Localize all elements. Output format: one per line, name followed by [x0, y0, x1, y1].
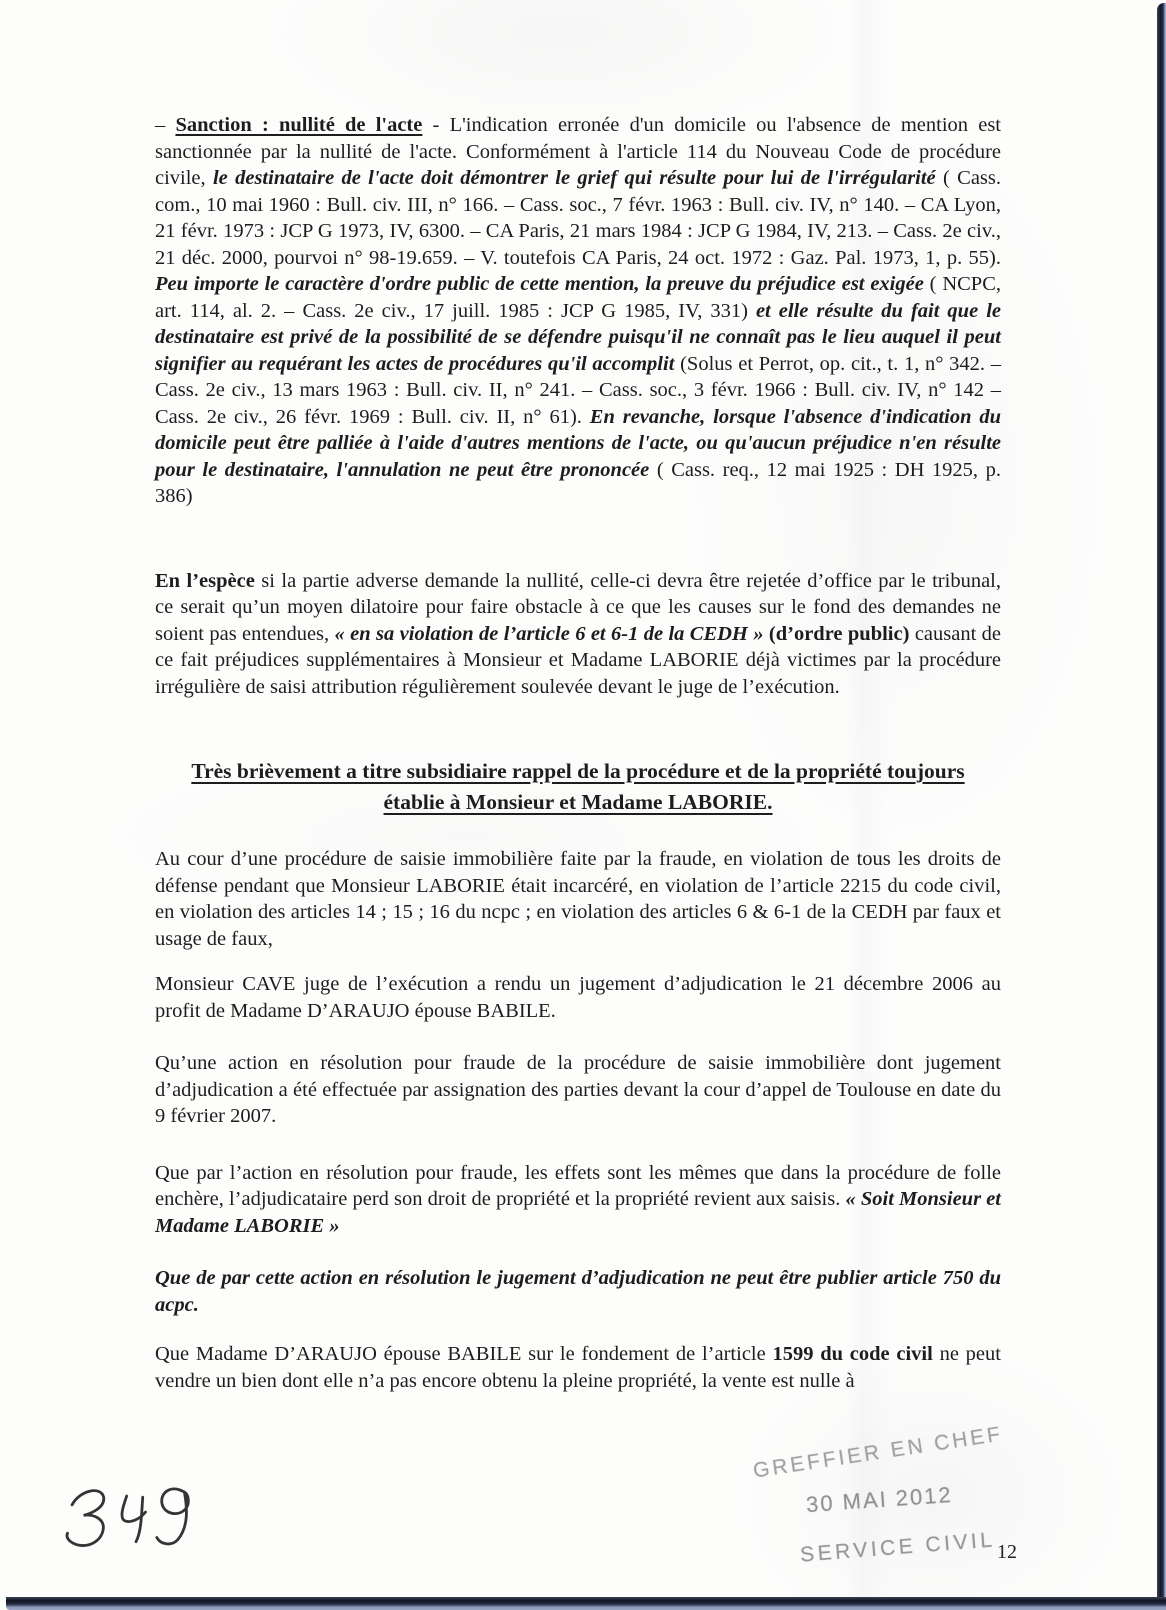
sanction-title: Sanction : nullité de l'acte: [175, 114, 423, 136]
section-heading-text: Très brièvement a titre subsidiaire rappel de la procédure et de la propriété toujours établie à Monsieur et Madame LABORIE.: [191, 759, 965, 814]
sanction-emphasis-3: et elle résulte du fait que le destinataire est privé de la possibilité de se défendre puisqu'il ne connaît pas le lieu auquel il peut signifier au requérant les actes de procédures qu'il accomplit: [155, 299, 1001, 375]
handwritten-digit-9: [154, 1488, 190, 1544]
espece-quote-cedh: « en sa violation de l’article 6 et 6-1 de la CEDH »: [334, 622, 764, 645]
handwritten-digit-3: [65, 1490, 106, 1546]
sanction-emphasis-1: le destinataire de l'acte doit démontrer le grief qui résulte pour lui de l'irrégularité: [212, 167, 936, 189]
stamp-service-civil: SERVICE CIVIL: [799, 1528, 997, 1567]
sanction-text-1: - L'indication erronée d'un domicile ou l'absence de mention est sanctionnée par la nullité de l'acte. Conformément à l'article 114 du Nouveau Code de procédure civile,: [155, 114, 1002, 189]
araujo-text-1: Que Madame D’ARAUJO épouse BABILE sur le fondement de l’article: [155, 1343, 773, 1365]
sanction-emphasis-2: Peu importe le caractère d'ordre public de cette mention, la preuve du préjudice est exigée: [155, 273, 924, 295]
araujo-text-2: ne peut vendre un bien dont elle n’a pas encore obtenu la pleine propriété, la vente est nulle à: [155, 1343, 1001, 1392]
stamp-greffier-en-chef: GREFFIER EN CHEF: [751, 1422, 1005, 1483]
handwritten-number: [48, 1472, 208, 1572]
paragraph-action-resolution: [155, 1050, 1001, 1130]
sanction-citations-4: ( Cass. req., 12 mai 1925 : DH 1925, p. 386): [155, 458, 1001, 507]
sanction-citations-3: (Solus et Perrot, op. cit., t. 1, n° 342. – Cass. 2e civ., 13 mars 1963 : Bull. civ. II, n° 241. – Cass. soc., 3 févr. 1966 : Bull. civ. IV, n° 142 – Cass. 2e civ., 26 févr. 1969 : Bull. civ. II, n° 61).: [155, 352, 1001, 428]
paragraph-cave: [155, 971, 1001, 1024]
page-shadow-bottom: [6, 1597, 1166, 1610]
publier-text: Que de par cette action en résolution le jugement d’adjudication ne peut être publier article 750 du acpc.: [155, 1267, 1001, 1316]
section-heading: [155, 756, 1001, 818]
espece-lead: En l’espèce: [155, 569, 255, 592]
list-dash: –: [155, 114, 176, 136]
au-cour-text: Au cour d’une procédure de saisie immobilière faite par la fraude, en violation de tous les droits de défense pendant que Monsieur LABORIE était incarcéré, en violation de l’article 2215 du code civil, en violation des articles 14 ; 15 ; 16 du ncpc ; en violation des articles 6 & 6-1 de la CEDH par faux et usage de faux,: [155, 848, 1001, 950]
effets-text: Que par l’action en résolution pour fraude, les effets sont les mêmes que dans la procédure de folle enchère, l’adjudicataire perd son droit de propriété et la propriété revient aux saisis.: [155, 1161, 1001, 1210]
handwritten-digit-4: [121, 1495, 147, 1542]
action-resolution-text: Qu’une action en résolution pour fraude de la procédure de saisie immobilière dont jugement d’adjudication a été effectuée par assignation des parties devant la cour d’appel de Toulouse en date du 9 février 2007.: [155, 1052, 1001, 1127]
paragraph-en-espece: [155, 568, 1001, 701]
page-shadow-right: [1157, 3, 1166, 1610]
araujo-article-1599: 1599 du code civil: [772, 1343, 933, 1365]
espece-text-1: si la partie adverse demande la nullité, celle-ci devra être rejetée d’office par le tribunal, ce serait qu’un moyen dilatoire pour faire obstacle à ce que les causes sur le fond des demandes ne soient pas entendues,: [155, 569, 1001, 645]
paragraph-publier: [155, 1265, 1001, 1318]
paragraph-araujo: [155, 1341, 1001, 1394]
sanction-citations-1: ( Cass. com., 10 mai 1960 : Bull. civ. III, n° 166. – Cass. soc., 7 févr. 1963 : Bull. civ. IV, n° 140. – CA Lyon, 21 févr. 1973 : JCP G 1973, IV, 6300. – CA Paris, 21 mars 1984 : JCP G 1984, IV, 213. – Cass. 2e civ., 21 déc. 2000, pourvoi n° 98-19.659. – V. toutefois CA Paris, 24 oct. 1972 : Gaz. Pal. 1973, 1, p. 55).: [155, 167, 1001, 269]
espece-ordre-public: (d’ordre public): [768, 622, 910, 645]
sanction-emphasis-4: En revanche, lorsque l'absence d'indication du domicile peut être palliée à l'aide d'autres mentions de l'acte, ou qu'aucun préjudice n'en résulte pour le destinataire, l'annulation ne peut être prononcée: [155, 405, 1002, 481]
effets-quote-laborie: « Soit Monsieur et Madame LABORIE »: [155, 1188, 1001, 1237]
document-body: [155, 112, 1001, 1394]
page-number: 12: [997, 1541, 1017, 1563]
espece-text-2: causant de ce fait préjudices supplémentaires à Monsieur et Madame LABORIE déjà victimes par la procédure irrégulière de saisi attribution régulièrement soulevée devant le juge de l’exécution.: [155, 622, 1002, 698]
paragraph-sanction: [155, 112, 1001, 510]
paragraph-effets: [155, 1160, 1001, 1240]
paragraph-au-cour: [155, 846, 1001, 952]
cave-text: Monsieur CAVE juge de l’exécution a rendu un jugement d’adjudication le 21 décembre 2006 au profit de Madame D’ARAUJO épouse BABILE.: [155, 973, 1001, 1022]
sanction-citations-2: ( NCPC, art. 114, al. 2. – Cass. 2e civ., 17 juill. 1985 : JCP G 1985, IV, 331): [155, 273, 1001, 322]
stamp-date: 30 MAI 2012: [805, 1481, 954, 1518]
